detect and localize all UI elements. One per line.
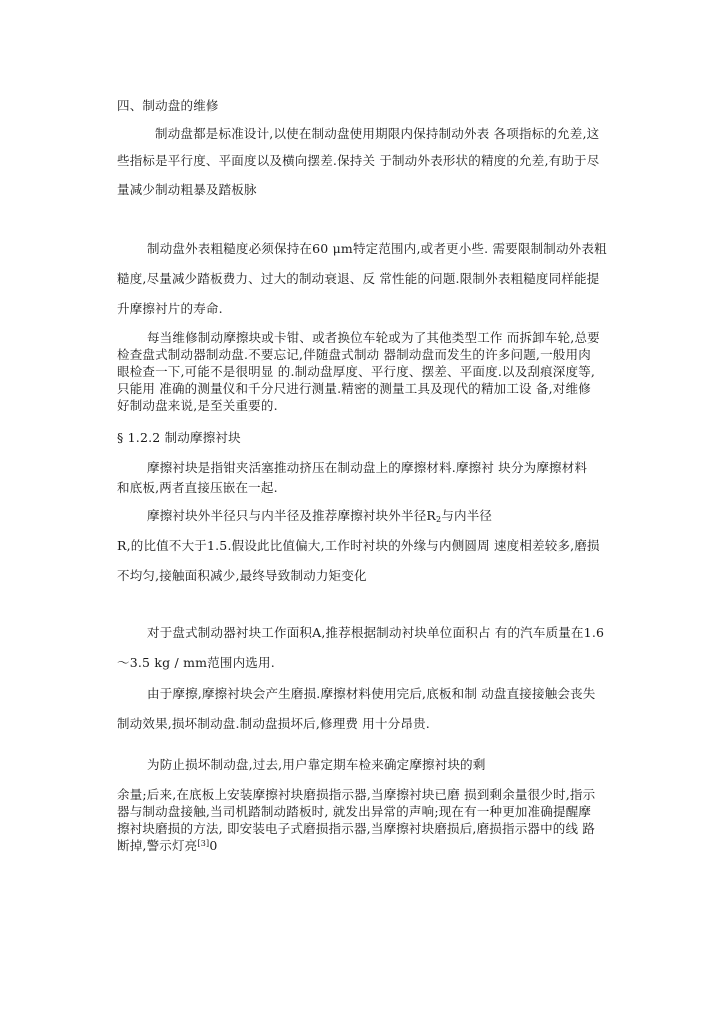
text-line: 些指标是平行度、平面度以及横向摆差.保持关 于制动外表形状的精度的允差,有助于尽 xyxy=(117,153,600,168)
text-line: 制动盘都是标准设计,以使在制动盘使用期限内保持制动外表 各项指标的允差,这 xyxy=(155,126,600,141)
text-line: 〜3.5 kg / mm范围内选用. xyxy=(117,655,275,670)
citation-ref: [3] xyxy=(197,839,210,848)
text-line: 好制动盘来说,是至关重要的. xyxy=(117,398,278,413)
subscript: 2 xyxy=(436,515,442,524)
text-line: 由于摩擦,摩擦衬块会产生磨损.摩擦材料使用完后,底板和制 动盘直接接触会丧失 xyxy=(147,686,596,701)
text-line xyxy=(117,836,217,854)
text-line: 量减少制动粗暴及踏板脉 xyxy=(117,182,257,197)
text-segment: 0 xyxy=(209,838,218,853)
text-line: 器与制动盘接触,当司机踏制动踏板时, 就发出异常的声响;现在有一种更加准确提醒摩 xyxy=(117,804,592,819)
text-line: 余量;后来,在底板上安装摩擦衬块磨损指示器,当摩擦衬块已磨 损到剩余量很少时,指示 xyxy=(117,787,596,802)
text-line: 擦衬块磨损的方法, 即安装电子式磨损指示器,当摩擦衬块磨损后,磨损指示器中的线 路 xyxy=(117,821,596,836)
text-line: 摩擦衬块是指钳夹活塞推动挤压在制动盘上的摩擦材料.摩擦衬 块分为摩擦材料 xyxy=(147,460,588,475)
text-line: 眼检查一下,可能不是很明显 的.制动盘厚度、平行度、摆差、平面度.以及刮痕深度等, xyxy=(117,364,596,379)
text-line: 只能用 准确的测量仪和千分尺进行测量.精密的测量工具及现代的精加工设 备,对维修 xyxy=(117,381,591,396)
text-segment: 与内半径 xyxy=(441,508,493,523)
text-line: 制动效果,损坏制动盘.制动盘损坏后,修理费 用十分昂贵. xyxy=(117,716,430,731)
text-line: 为防止损坏制动盘,过去,用户靠定期车检来确定摩擦衬块的剩 xyxy=(147,757,486,772)
text-line: 升摩擦衬片的寿命. xyxy=(117,301,223,316)
text-segment: 断掉,警示灯亮 xyxy=(117,838,198,853)
text-segment: 摩擦衬块外半径只与内半径及推荐摩擦衬块外半径R xyxy=(147,508,437,523)
heading-text: 四、制动盘的维修 xyxy=(117,98,219,113)
text-line: R,的比值不大于1.5.假设此比值偏大,工作时衬块的外缘与内侧圆周 速度相差较多,磨损 xyxy=(117,538,600,553)
text-line: 和底板,两者直接压嵌在一起. xyxy=(117,480,278,495)
text-line: 糙度,尽量减少踏板费力、过大的制动衰退、反 常性能的问题.限制外表粗糙度同样能提 xyxy=(117,271,600,286)
section-title-text: § 1.2.2 制动摩擦衬块 xyxy=(117,430,241,445)
text-line: 对于盘式制动器衬块工作面积A,推荐根据制动衬块单位面积占 有的汽车质量在1.6 xyxy=(147,625,605,640)
text-line: 制动盘外表粗糙度必须保持在60 μm特定范围内,或者更小些. 需要限制制动外表粗 xyxy=(147,241,607,256)
text-line: 每当维修制动摩擦块或卡钳、或者换位车轮或为了其他类型工作 而拆卸车轮,总要 xyxy=(147,330,600,345)
text-line: 不均匀,接触面积减少,最终导致制动力矩变化 xyxy=(117,568,367,583)
text-line xyxy=(117,506,492,524)
text-line: 检查盘式制动器制动盘.不要忘记,伴随盘式制动 器制动盘而发生的许多问题,一般用肉 xyxy=(117,347,591,362)
